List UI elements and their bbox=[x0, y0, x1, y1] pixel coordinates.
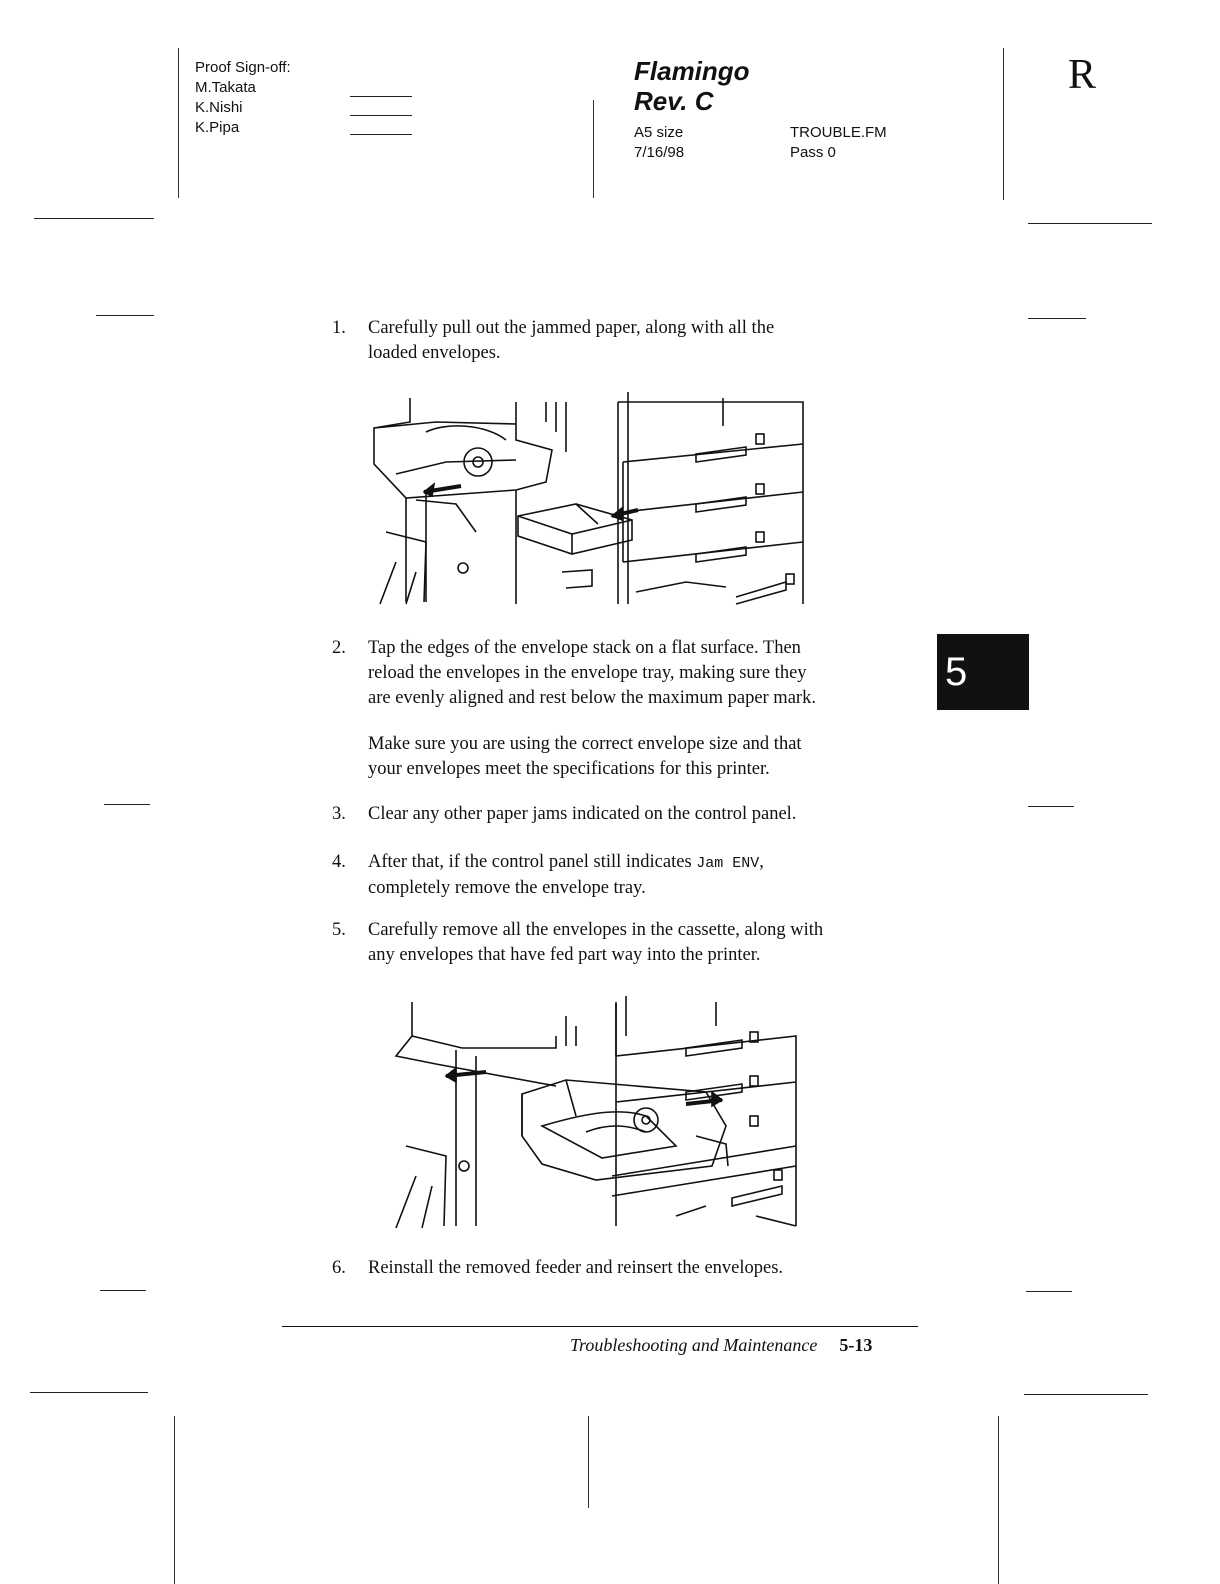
proof-signoff bbox=[195, 58, 291, 138]
footer-rule bbox=[282, 1326, 918, 1327]
step-text: are evenly aligned and rest below the maximum paper mark. bbox=[368, 688, 816, 708]
note-paragraph bbox=[368, 732, 928, 782]
crop-mark bbox=[593, 100, 594, 198]
step-text: Tap the edges of the envelope stack on a flat surface. Then bbox=[368, 638, 801, 658]
proof-title: Proof Sign-off: bbox=[195, 59, 291, 76]
crop-mark bbox=[174, 1416, 175, 1584]
step-5 bbox=[332, 918, 932, 968]
crop-mark bbox=[30, 1392, 148, 1393]
chapter-tab bbox=[937, 634, 1029, 710]
printer-envelope-illustration bbox=[366, 392, 810, 608]
corner-mark: R bbox=[1068, 52, 1097, 98]
note-text: your envelopes meet the specifications for this printer. bbox=[368, 759, 770, 779]
step-number: 1. bbox=[332, 318, 346, 338]
step-number: 3. bbox=[332, 804, 346, 824]
crop-mark bbox=[1003, 48, 1004, 200]
proof-name: M.Takata bbox=[195, 79, 256, 96]
step-text: Carefully pull out the jammed paper, along with all the bbox=[368, 318, 775, 338]
step-number: 4. bbox=[332, 852, 346, 872]
doc-date: 7/16/98 bbox=[634, 144, 685, 161]
footer-section: Troubleshooting and Maintenance bbox=[570, 1335, 818, 1355]
step-text: Carefully remove all the envelopes in the cassette, along with bbox=[368, 920, 824, 940]
crop-mark bbox=[588, 1416, 589, 1508]
step-text: any envelopes that have fed part way into the printer. bbox=[368, 945, 761, 965]
signature-line bbox=[350, 96, 412, 97]
signature-line bbox=[350, 115, 412, 116]
doc-size: A5 size bbox=[634, 124, 684, 141]
crop-mark bbox=[96, 315, 154, 316]
doc-file: TROUBLE.FM bbox=[790, 124, 887, 141]
page-number: 5-13 bbox=[839, 1335, 873, 1355]
step-text: Reinstall the removed feeder and reinsert the envelopes. bbox=[368, 1258, 784, 1278]
crop-mark bbox=[104, 804, 150, 805]
crop-mark bbox=[1028, 318, 1086, 319]
note-text: Make sure you are using the correct envelope size and that bbox=[368, 734, 802, 754]
proof-name: K.Nishi bbox=[195, 99, 243, 116]
crop-mark bbox=[34, 218, 154, 219]
step-3 bbox=[332, 802, 932, 827]
crop-mark bbox=[1026, 1291, 1072, 1292]
step-2 bbox=[332, 636, 932, 711]
crop-mark bbox=[100, 1290, 146, 1291]
step-text: After that, if the control panel still indicates Jam ENV, bbox=[368, 852, 764, 872]
step-4 bbox=[332, 850, 932, 900]
step-number: 5. bbox=[332, 920, 346, 940]
doc-title: Flamingo Rev. C bbox=[634, 56, 750, 116]
crop-mark bbox=[1024, 1394, 1148, 1395]
doc-pass: Pass 0 bbox=[790, 144, 836, 161]
step-number: 2. bbox=[332, 638, 346, 658]
step-6 bbox=[332, 1256, 932, 1281]
chapter-number: 5 bbox=[945, 650, 968, 694]
step-text: reload the envelopes in the envelope tray, making sure they bbox=[368, 663, 807, 683]
crop-mark bbox=[1028, 806, 1074, 807]
step-text: Clear any other paper jams indicated on the control panel. bbox=[368, 804, 797, 824]
step-1 bbox=[332, 316, 932, 366]
step-text: loaded envelopes. bbox=[368, 343, 501, 363]
crop-mark bbox=[1028, 223, 1152, 224]
envelope-tray-removal-illustration bbox=[376, 996, 808, 1228]
step-text: completely remove the envelope tray. bbox=[368, 878, 646, 898]
crop-mark bbox=[998, 1416, 999, 1584]
signature-line bbox=[350, 134, 412, 135]
panel-message: Jam ENV bbox=[696, 855, 760, 872]
crop-mark bbox=[178, 48, 179, 198]
step-number: 6. bbox=[332, 1258, 346, 1278]
proof-name: K.Pipa bbox=[195, 119, 240, 136]
page-footer bbox=[570, 1333, 872, 1357]
